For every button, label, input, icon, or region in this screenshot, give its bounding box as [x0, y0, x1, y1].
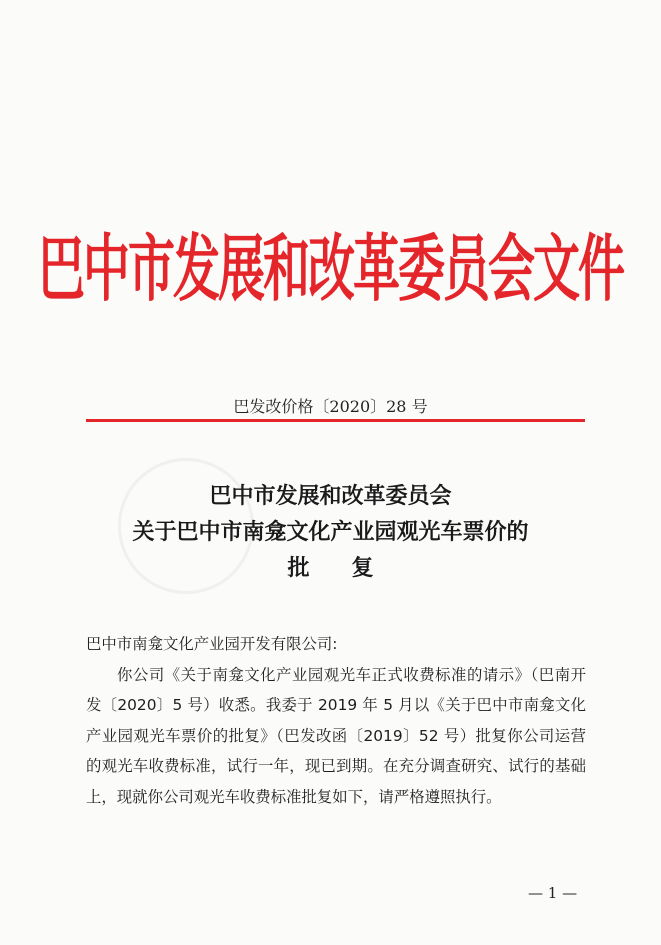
title-line-1: 巴中市发展和改革委员会: [209, 483, 452, 509]
title-line-2: 关于巴中市南龛文化产业园观光车票价的: [132, 519, 529, 545]
paragraph-1: 你公司《关于南龛文化产业园观光车正式收费标准的请示》（巴南开发〔2020〕5 号）收悉。我委于 2019 年 5 月以《关于巴中市南龛文化产业园观光车票价的批复》（巴发改函〔2019〕52 号）批复你公司运营的观光车收费标准，试行一年，现已到期。在充分调查研究、试行的基础上，现就你公司观光车收费标准批复如下，请严格遵照执行。: [86, 665, 586, 806]
title-line-3: 批复: [287, 555, 416, 581]
page-number: — 1 —: [528, 884, 578, 902]
document-title: [0, 478, 661, 586]
body-text: [86, 629, 586, 812]
red-divider-line: [86, 419, 585, 422]
doc-number: 巴发改价格〔2020〕28 号: [233, 397, 428, 416]
addressee: 巴中市南龛文化产业园开发有限公司:: [86, 635, 338, 653]
org-header: 巴中市发展和改革委员会文件: [38, 227, 623, 313]
